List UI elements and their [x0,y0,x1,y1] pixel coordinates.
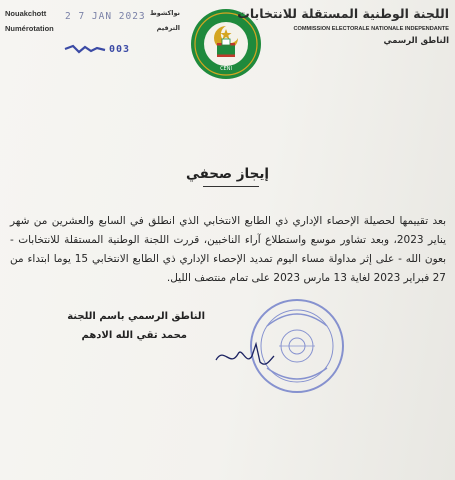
office-ar: الناطق الرسمي [383,36,449,46]
handwritten-signature [210,338,280,374]
document-title: إيجاز صحفي [185,166,270,182]
number-value: 003 [109,44,131,55]
place-row [5,6,180,21]
number-label-ar: الترقيم [156,24,180,32]
number-label: Numérotation [5,24,54,33]
press-release-paragraph: بعد تقييمها لحصيلة الإحصاء الإداري ذي الطابع الانتخابي الذي انطلق في السابع والعشرين من شهر يناير 2023، وبعد تشاور موسع واستطلاع آراء الناخبين، قررت اللجنة الوطنية المستقلة للانتخابات - بعون الله - على إثر مداولة مساء اليوم تمديد الإحصاء الإداري ذي الطابع الانتخابي 15 يوما ابتداء من 27 فبراير 2023 لغاية 13 مارس 2023 على تمام منتصف الليل. [10,215,446,284]
number-scribble [63,43,107,55]
place-label: Nouakchott [5,9,47,18]
place-label-ar: نواكشوط [150,9,180,17]
organization-header [237,6,449,46]
header-reference-block [5,6,180,55]
organization-name-fr: COMMISSION ELECTORALE NATIONALE INDEPENDANTE [293,26,449,32]
date-stamp: 2 7 JAN 2023 [65,11,146,22]
signatory-title: الناطق الرسمي باسم اللجنة [67,311,205,322]
title-underline [203,186,259,187]
organization-name-ar: اللجنة الوطنية المستقلة للانتخابات [237,6,449,21]
svg-text:CENI: CENI [220,66,232,72]
number-row [5,21,180,55]
signatory-name: محمد تقي الله الادهم [81,330,187,341]
